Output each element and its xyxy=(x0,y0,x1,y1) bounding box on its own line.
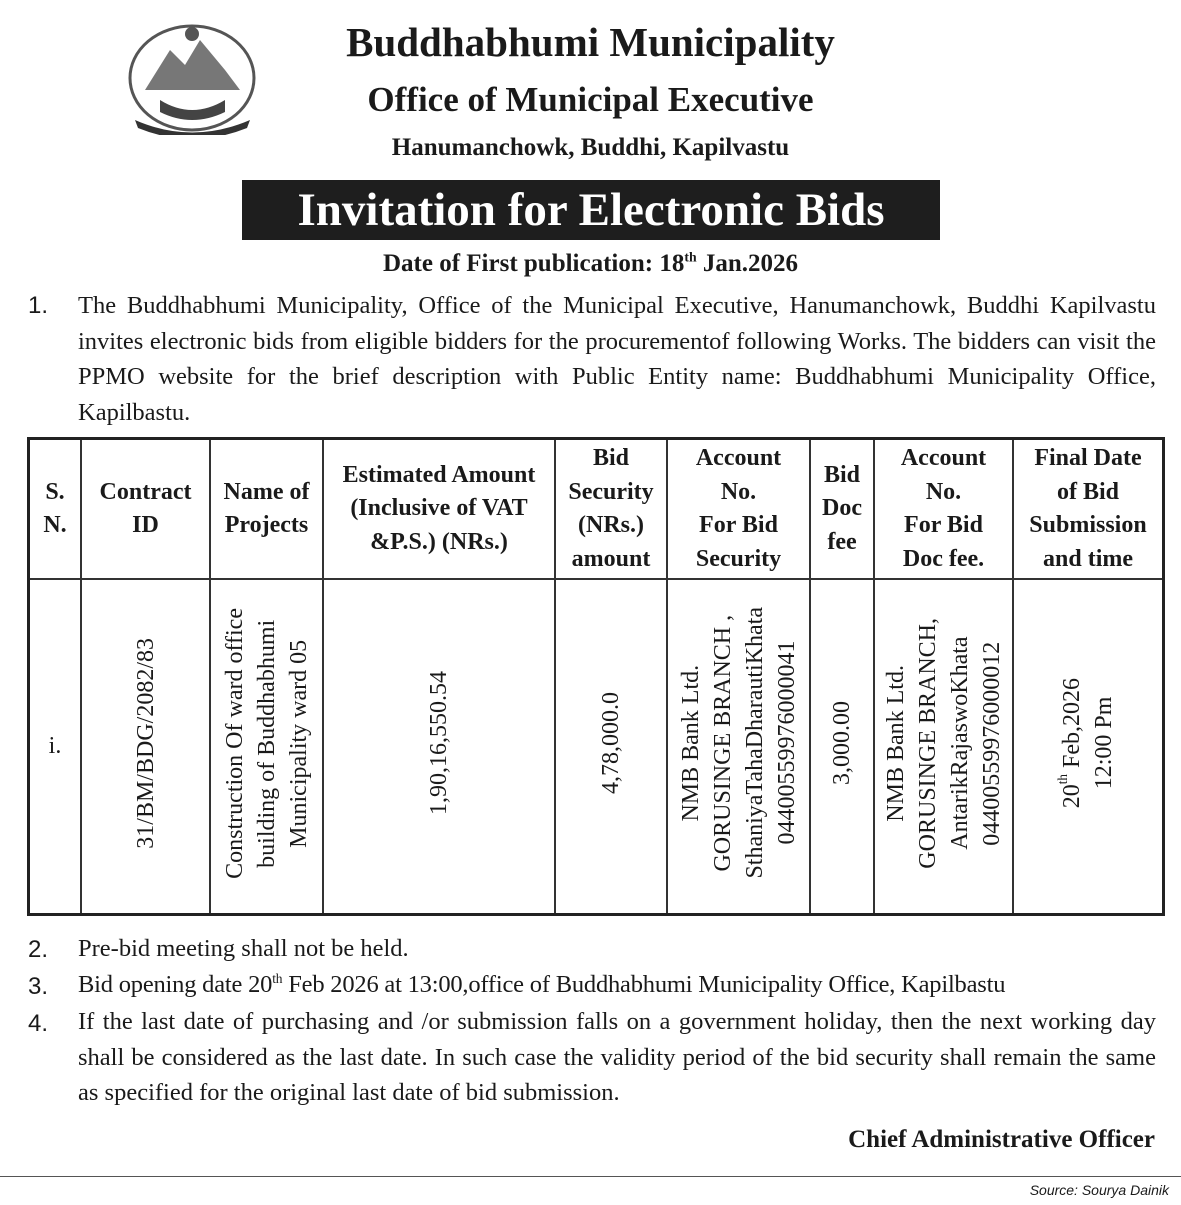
header-estimated-amount: Estimated Amount (Inclusive of VAT &P.S.) (NRs.) xyxy=(323,439,555,580)
cell-contract-id: 31/BM/BDG/2082/83 xyxy=(81,579,210,915)
para-2-number: 2. xyxy=(28,936,49,963)
table-row xyxy=(29,579,1164,915)
notice-title: Invitation for Electronic Bids xyxy=(242,180,940,240)
header-account-doc-fee: Account No. For Bid Doc fee. xyxy=(874,439,1013,580)
bid-table xyxy=(27,437,1165,916)
cell-account-security: NMB Bank Ltd. GORUSINGE BRANCH , SthaniyaTahaDharautiKhata 04400559976000041 xyxy=(667,579,810,915)
cell-sn: i. xyxy=(29,579,82,915)
header-final-date: Final Date of Bid Submission and time xyxy=(1013,439,1164,580)
signatory: Chief Administrative Officer xyxy=(848,1126,1155,1153)
para-3: Bid opening date 20th Feb 2026 at 13:00,office of Buddhabhumi Municipality Office, Kapilbastu xyxy=(78,970,1006,998)
header-contract-id: Contract ID xyxy=(81,439,210,580)
table-header-row xyxy=(29,439,1164,580)
publication-date xyxy=(0,250,1181,278)
para-1: The Buddhabhumi Municipality, Office of the Municipal Executive, Hanumanchowk, Buddhi Kapilvastu invites electronic bids from eligible bidders for the procurementof following Works. The bidders can visit the PPMO website for the brief description with Public Entity name: Buddhabhumi Municipality Office, Kapilbastu. xyxy=(78,292,1156,426)
cell-project: Construction Of ward office building of Buddhabhumi Municipality ward 05 xyxy=(210,579,323,915)
office-name: Office of Municipal Executive xyxy=(367,80,814,119)
para-4: If the last date of purchasing and /or submission falls on a government holiday, then the next working day shall be considered as the last date. In such case the validity period of the bid security shall remain the same as specified for the original last date of bid submission. xyxy=(78,1008,1156,1106)
footer-divider xyxy=(0,1176,1181,1177)
pub-sup: th xyxy=(684,249,697,265)
cell-account-doc-fee: NMB Bank Ltd. GORUSINGE BRANCH, AntarikRajaswoKhata 04400559976000012 xyxy=(874,579,1013,915)
cell-doc-fee: 3,000.00 xyxy=(810,579,874,915)
org-name: Buddhabhumi Municipality xyxy=(346,19,835,65)
para-3-number: 3. xyxy=(28,973,49,1000)
para-2: Pre-bid meeting shall not be held. xyxy=(78,935,409,962)
cell-final-date: 20th Feb,2026 12:00 Pm xyxy=(1013,579,1164,915)
header-doc-fee: Bid Doc fee xyxy=(810,439,874,580)
header-sn: S. N. xyxy=(29,439,82,580)
header-bid-security: Bid Security (NRs.) amount xyxy=(555,439,667,580)
header-account-security: Account No. For Bid Security xyxy=(667,439,810,580)
header-projects: Name of Projects xyxy=(210,439,323,580)
para-4-number: 4. xyxy=(28,1010,49,1037)
office-address: Hanumanchowk, Buddhi, Kapilvastu xyxy=(391,134,790,161)
cell-bid-security: 4,78,000.0 xyxy=(555,579,667,915)
pub-label: Date of First publication: 18 xyxy=(382,250,685,277)
cell-estimated-amount: 1,90,16,550.54 xyxy=(323,579,555,915)
para-1-number: 1. xyxy=(28,292,49,319)
pub-rest: Jan.2026 xyxy=(696,250,798,277)
source-credit: Source: Sourya Dainik xyxy=(1029,1182,1169,1198)
